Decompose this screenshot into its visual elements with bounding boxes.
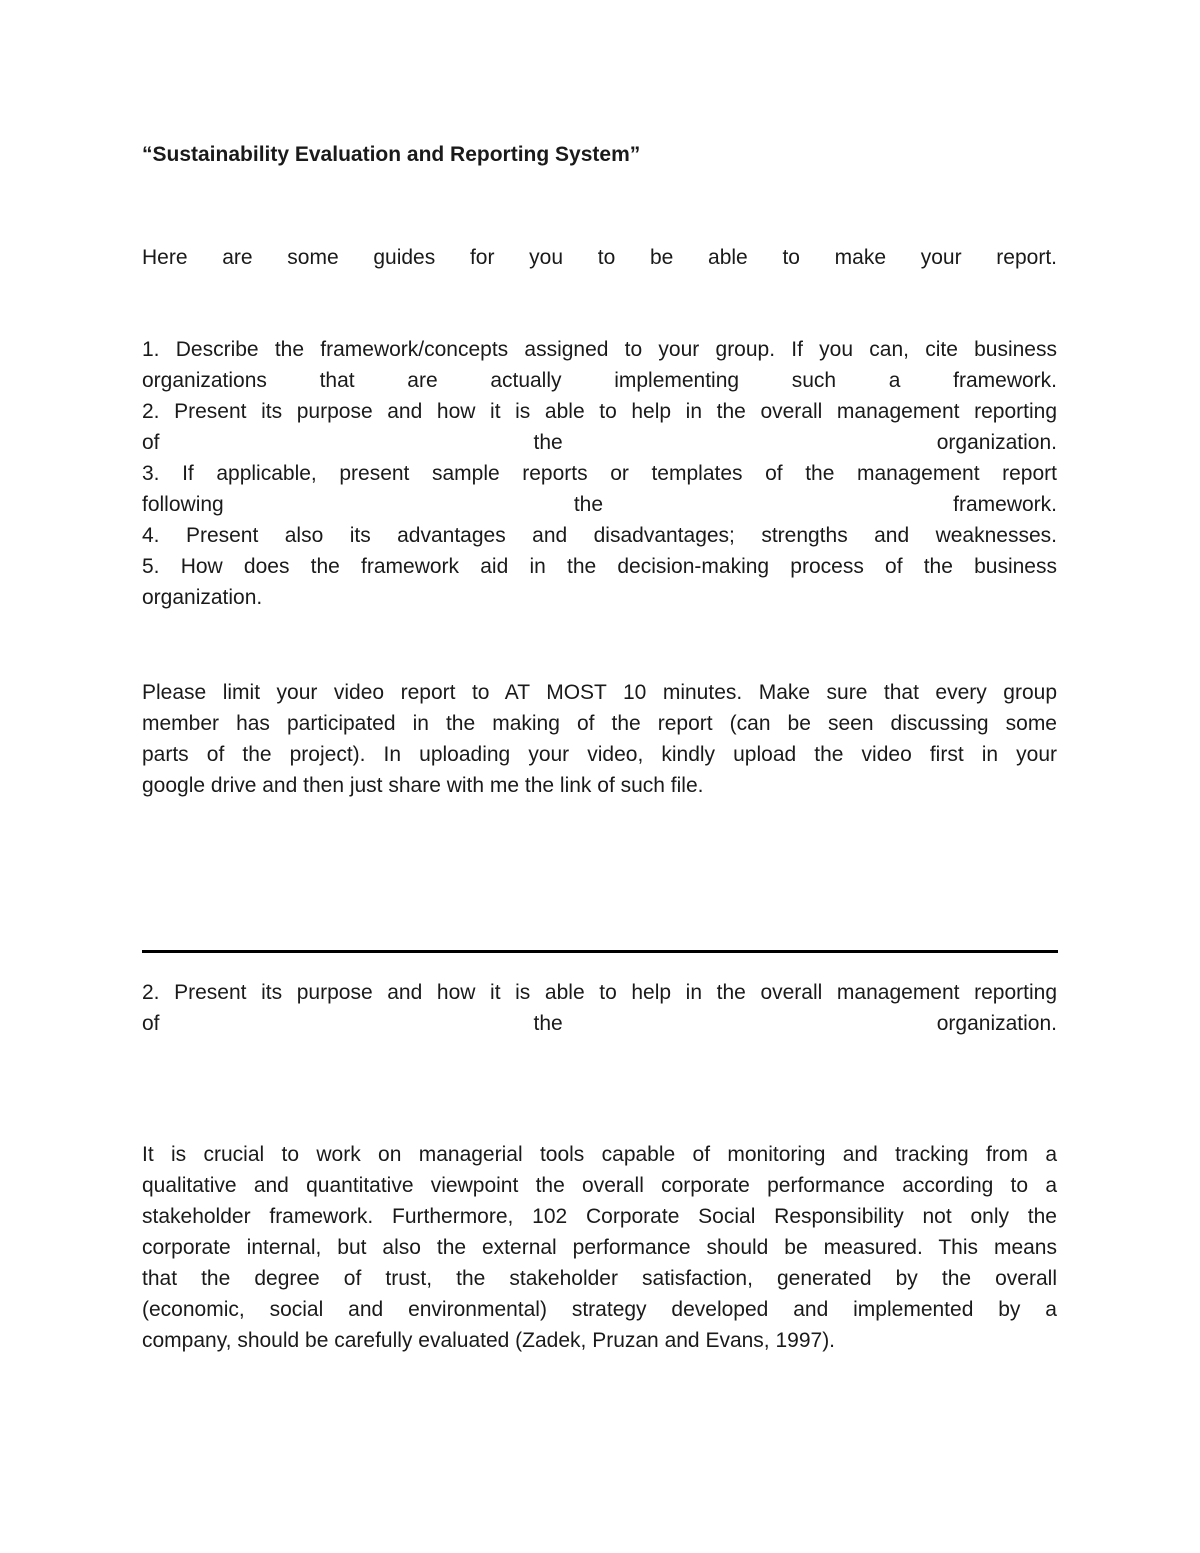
intro-line: Here are some guides for you to be able to make your report. (142, 246, 1057, 269)
guide-5-line-2: organization. (142, 586, 263, 609)
answer-line-2: qualitative and quantitative viewpoint the overall corporate performance according to a (142, 1174, 1057, 1197)
guides-list (142, 334, 1057, 613)
guide-3-line-1: 3. If applicable, present sample reports or templates of the management report (142, 462, 1057, 485)
answer-line-4: corporate internal, but also the external performance should be measured. This means (142, 1236, 1057, 1259)
answer-line-3: stakeholder framework. Furthermore, 102 Corporate Social Responsibility not only the (142, 1205, 1057, 1228)
guide-4-line-1: 4. Present also its advantages and disadvantages; strengths and weaknesses. (142, 524, 1057, 547)
guide-1-line-2: organizations that are actually implementing such a framework. (142, 369, 1057, 392)
section-heading-line-1: 2. Present its purpose and how it is able to help in the overall management reporting (142, 981, 1057, 1004)
section-heading (142, 977, 1057, 1039)
answer-line-6: (economic, social and environmental) strategy developed and implemented by a (142, 1298, 1057, 1321)
instructions-line-2: member has participated in the making of the report (can be seen discussing some (142, 712, 1057, 735)
document-title: “Sustainability Evaluation and Reporting System” (142, 143, 641, 166)
section-heading-line-2: of the organization. (142, 1012, 1057, 1035)
guide-5-line-1: 5. How does the framework aid in the decision-making process of the business (142, 555, 1057, 578)
guide-2-line-2: of the organization. (142, 431, 1057, 454)
guide-3-line-2: following the framework. (142, 493, 1057, 516)
instructions-paragraph (142, 677, 1057, 801)
answer-line-7: company, should be carefully evaluated (Zadek, Pruzan and Evans, 1997). (142, 1329, 836, 1352)
intro-paragraph (142, 242, 1057, 273)
answer-line-1: It is crucial to work on managerial tools capable of monitoring and tracking from a (142, 1143, 1057, 1166)
horizontal-divider (142, 950, 1058, 953)
answer-line-5: that the degree of trust, the stakeholder satisfaction, generated by the overall (142, 1267, 1057, 1290)
instructions-line-3: parts of the project). In uploading your video, kindly upload the video first in your (142, 743, 1057, 766)
guide-1-line-1: 1. Describe the framework/concepts assigned to your group. If you can, cite business (142, 338, 1057, 361)
instructions-line-1: Please limit your video report to AT MOST 10 minutes. Make sure that every group (142, 681, 1057, 704)
instructions-line-4: google drive and then just share with me the link of such file. (142, 774, 704, 797)
answer-paragraph (142, 1139, 1057, 1356)
guide-2-line-1: 2. Present its purpose and how it is able to help in the overall management reporting (142, 400, 1057, 423)
